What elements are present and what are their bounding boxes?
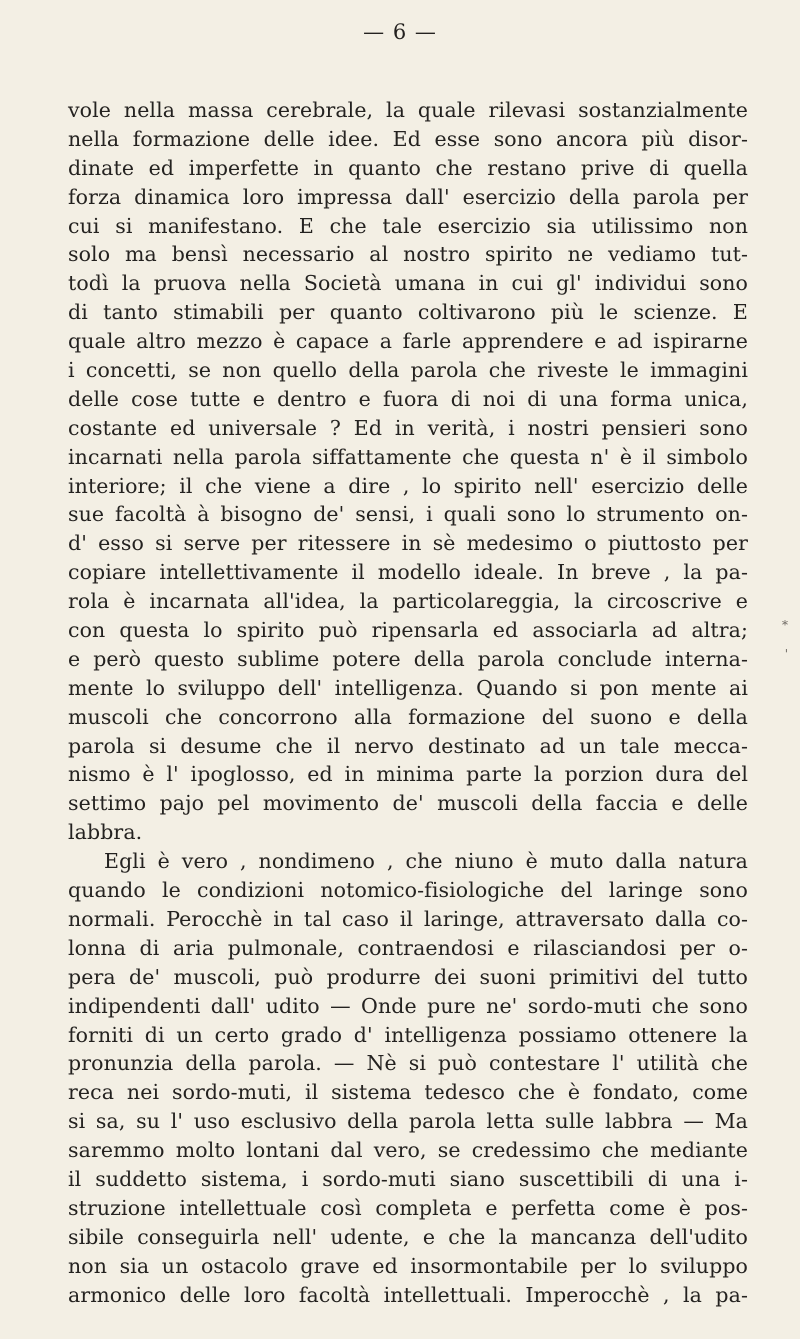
text-line: d' esso si serve per ritessere in sè medesimo o piuttosto per [68,531,748,556]
text-line: costante ed universale ? Ed in verità, i nostri pensieri sono [68,415,748,440]
paragraph-start-line: Egli è vero , nondimeno , che niuno è muto dalla natura [104,849,748,874]
text-line: interiore; il che viene a dire , lo spirito nell' esercizio delle [68,473,748,498]
body-text [68,96,748,1309]
text-line: vole nella massa cerebrale, la quale rilevasi sostanzialmente [68,98,748,122]
text-line: lonna di aria pulmonale, contraendosi e rilasciandosi per o- [68,935,748,960]
text-line: mente lo sviluppo dell' intelligenza. Quando si pon mente ai [68,675,748,700]
text-line: armonico delle loro facoltà intellettuali. Imperocchè , la pa- [68,1282,748,1307]
margin-mark: * [782,618,788,632]
text-line: i concetti, se non quello della parola che riveste le immagini [68,358,748,383]
text-line: nismo è l' ipoglosso, ed in minima parte la porzion dura del [68,762,748,787]
text-line: si sa, su l' uso esclusivo della parola letta sulle labbra — Ma [68,1109,748,1134]
text-line: rola è incarnata all'idea, la particolareggia, la circoscrive e [68,589,748,614]
text-line: con questa lo spirito può ripensarla ed associarla ad altra; [68,618,748,643]
text-line: delle cose tutte e dentro e fuora di noi di una forma unica, [68,386,748,411]
text-line: indipendenti dall' udito — Onde pure ne' sordo-muti che sono [68,993,748,1018]
text-line: parola si desume che il nervo destinato ad un tale mecca- [68,733,748,758]
text-line: di tanto stimabili per quanto coltivarono più le scienze. E [68,300,748,325]
text-line: sibile conseguirla nell' udente, e che la mancanza dell'udito [68,1224,748,1249]
text-line: muscoli che concorrono alla formazione del suono e della [68,704,748,729]
text-line: solo ma bensì necessario al nostro spirito ne vediamo tut- [68,242,748,267]
text-line: incarnati nella parola siffattamente che questa n' è il simbolo [68,444,748,469]
text-line: non sia un ostacolo grave ed insormontabile per lo sviluppo [68,1253,748,1278]
text-line: todì la pruova nella Società umana in cui gl' individui sono [68,271,748,296]
text-line: il suddetto sistema, i sordo-muti siano suscettibili di una i- [68,1166,748,1191]
text-line: sue facoltà à bisogno de' sensi, i quali sono lo strumento on- [68,502,748,527]
text-line: normali. Perocchè in tal caso il laringe, attraversato dalla co- [68,906,748,931]
text-line: forniti di un certo grado d' intelligenza possiamo ottenere la [68,1022,748,1047]
paragraph-end-line: labbra. [68,820,143,845]
text-line: struzione intellettuale così completa e perfetta come è pos- [68,1195,748,1220]
text-line: pera de' muscoli, può produrre dei suoni primitivi del tutto [68,964,748,989]
text-line: quando le condizioni notomico-fisiologiche del laringe sono [68,878,748,903]
text-line: dinate ed imperfette in quanto che restano prive di quella [68,155,748,180]
page-number: — 6 — [363,20,437,44]
margin-mark: ' [784,647,788,661]
text-line: copiare intellettivamente il modello ideale. In breve , la pa- [68,560,748,585]
text-line: quale altro mezzo è capace a farle apprendere e ad ispirarne [68,329,748,354]
text-line: cui si manifestano. E che tale esercizio sia utilissimo non [68,213,748,238]
text-line: reca nei sordo-muti, il sistema tedesco che è fondato, come [68,1080,748,1105]
text-line: saremmo molto lontani dal vero, se credessimo che mediante [68,1138,748,1163]
text-line: nella formazione delle idee. Ed esse sono ancora più disor- [68,126,748,151]
text-line: settimo pajo pel movimento de' muscoli della faccia e delle [68,791,748,816]
text-line: forza dinamica loro impressa dall' esercizio della parola per [68,184,748,209]
text-line: pronunzia della parola. — Nè si può contestare l' utilità che [68,1051,748,1076]
text-line: e però questo sublime potere della parola conclude interna- [68,646,748,671]
